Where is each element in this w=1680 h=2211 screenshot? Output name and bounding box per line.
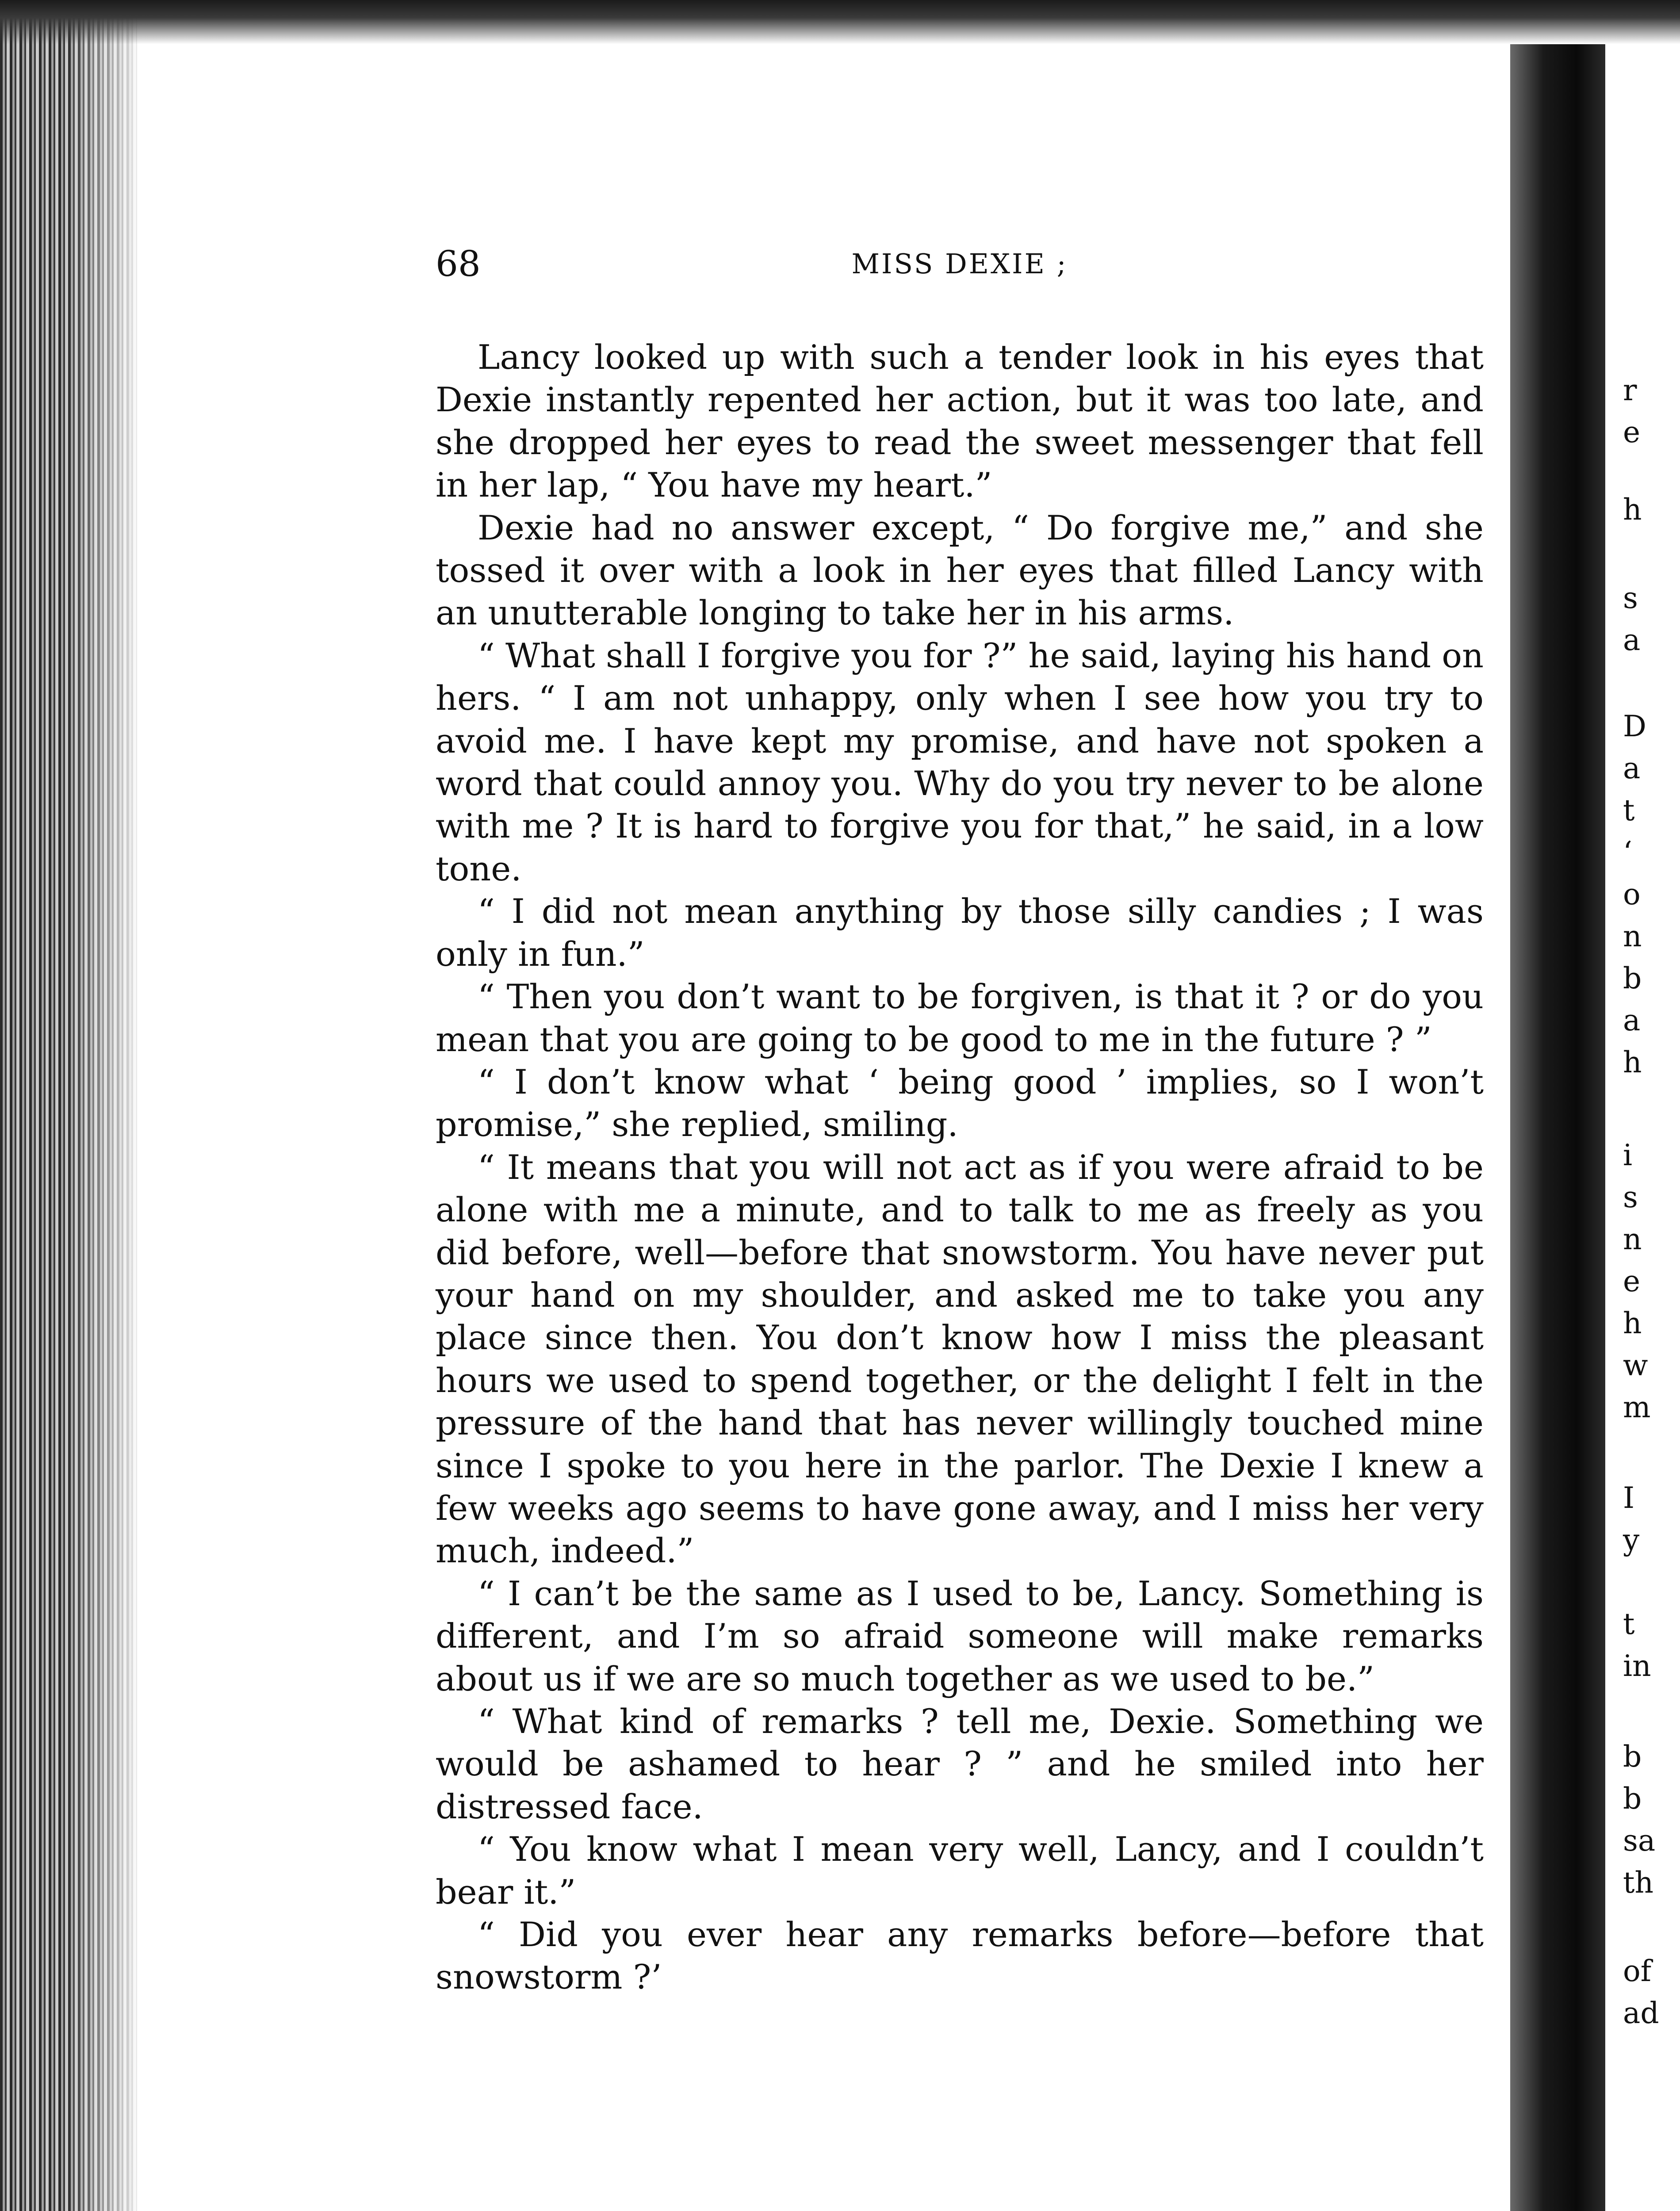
facing-fragment: h <box>1623 493 1642 527</box>
body-text <box>436 336 1484 1999</box>
facing-fragment: t <box>1623 793 1635 827</box>
paragraph: “ What kind of remarks ? tell me, Dexie. Something we would be ashamed to hear ? ” and he smiled into her distressed face. <box>436 1702 1484 1826</box>
facing-fragment: y <box>1623 1523 1640 1557</box>
paragraph: “ You know what I mean very well, Lancy, and I couldn’t bear it.” <box>436 1829 1484 1912</box>
facing-fragment: t <box>1623 1607 1635 1641</box>
binding-gutter-fade <box>66 0 146 2211</box>
paragraph: Dexie had no answer except, “ Do forgive me,” and she tossed it over with a look in her eyes that filled Lancy with an unutterable longing to take her in his arms. <box>436 508 1484 633</box>
facing-fragment: s <box>1623 581 1638 615</box>
facing-fragment: n <box>1623 1222 1642 1256</box>
facing-fragment: r <box>1623 373 1637 407</box>
facing-fragment: in <box>1623 1649 1651 1683</box>
facing-page-edge <box>1605 49 1680 2211</box>
facing-fragment: h <box>1623 1045 1642 1079</box>
facing-fragment: b <box>1623 1782 1642 1816</box>
facing-fragment: b <box>1623 961 1642 995</box>
facing-fragment: ‘ <box>1623 835 1632 869</box>
facing-fragment: I <box>1623 1481 1635 1515</box>
paragraph: “ It means that you will not act as if you were afraid to be alone with me a minute, and to talk to me as freely as you did before, well—before that snowstorm. You have never put your hand on my shoulder, and asked me to take you any place since then. You don’t know how I miss the pleasant hours we used to spend together, or the delight I felt in the pressure of the hand that has never willingly touched mine since I spoke to you here in the parlor. The Dexie I knew a few weeks ago seems to have gone away, and I miss her very much, indeed.” <box>436 1147 1484 1571</box>
scan-top-edge <box>0 0 1680 44</box>
page-number: 68 <box>436 243 481 284</box>
facing-fragment: e <box>1623 1264 1641 1298</box>
running-head: MISS DEXIE ; <box>851 248 1068 280</box>
paragraph: Lancy looked up with such a tender look in his eyes that Dexie instantly repented her action, but it was too late, and she dropped her eyes to read the sweet messenger that fell in her lap, “ You have my heart.” <box>436 337 1484 505</box>
facing-fragment: n <box>1623 919 1642 953</box>
facing-fragment: D <box>1623 709 1646 743</box>
facing-fragment: of <box>1623 1954 1652 1988</box>
paragraph: “ Did you ever hear any remarks before—before that snowstorm ?’ <box>436 1915 1484 1997</box>
facing-fragment: sa <box>1623 1824 1656 1858</box>
facing-fragment: w <box>1623 1348 1648 1382</box>
page-header <box>436 243 1484 292</box>
paragraph: “ Then you don’t want to be forgiven, is that it ? or do you mean that you are going to be good to me in the future ? ” <box>436 977 1484 1059</box>
paragraph: “ What shall I forgive you for ?” he said, laying his hand on hers. “ I am not unhappy, only when I see how you try to avoid me. I have kept my promise, and have not spoken a word that could annoy you. Why do you try never to be alone with me ? It is hard to forgive you for that,” he said, in a low tone. <box>436 635 1484 888</box>
facing-fragment: m <box>1623 1390 1651 1424</box>
facing-fragment: s <box>1623 1180 1638 1214</box>
paragraph: “ I can’t be the same as I used to be, Lancy. Something is different, and I’m so afraid someone will make remarks about us if we are so much together as we used to be.” <box>436 1573 1484 1698</box>
paragraph: “ I don’t know what ‘ being good ’ implies, so I won’t promise,” she replied, smiling. <box>436 1062 1484 1144</box>
paragraph: “ I did not mean anything by those silly candies ; I was only in fun.” <box>436 891 1484 974</box>
facing-fragment: a <box>1623 623 1641 657</box>
facing-fragment: ad <box>1623 1996 1659 2030</box>
page-fold-shadow <box>1510 44 1605 2211</box>
facing-fragment: th <box>1623 1866 1654 1900</box>
facing-fragment: i <box>1623 1138 1633 1172</box>
facing-fragment: o <box>1623 877 1641 911</box>
facing-fragment: b <box>1623 1740 1642 1774</box>
facing-fragment: a <box>1623 751 1641 785</box>
facing-fragment: e <box>1623 415 1641 449</box>
facing-fragment: h <box>1623 1306 1642 1340</box>
facing-fragment: a <box>1623 1003 1641 1037</box>
